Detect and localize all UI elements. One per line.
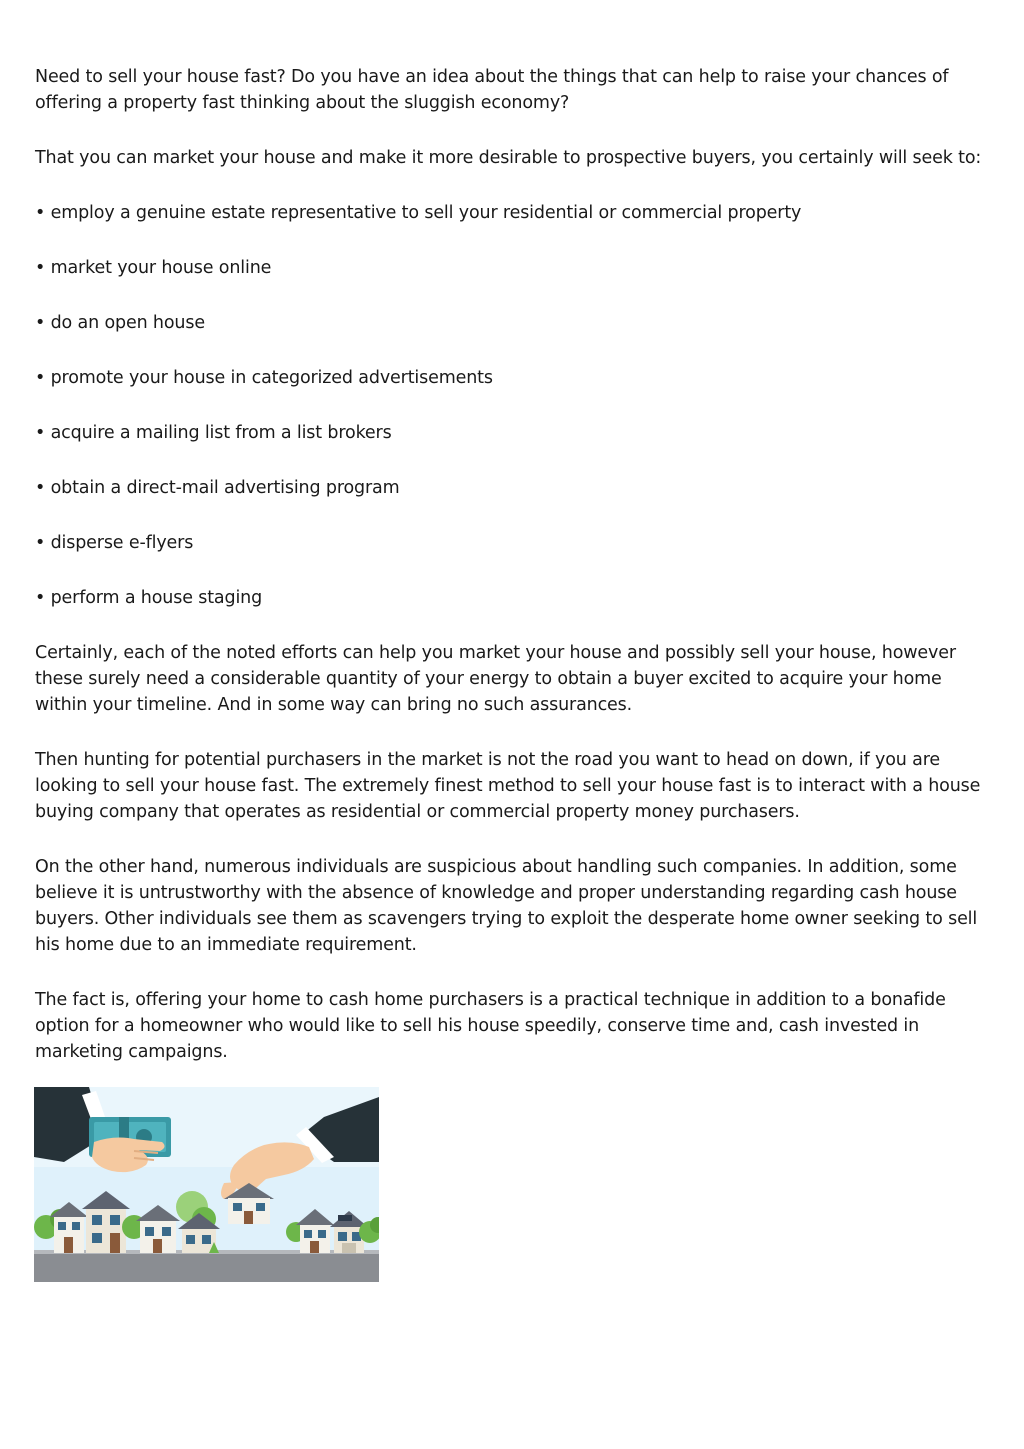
body-paragraph-2: Then hunting for potential purchasers in the market is not the road you want to head on down, if you are looking to sell your house fast. The extremely finest method to sell your house fast is to interact with a house buying company that operates as residential or commercial property money purchasers.	[35, 750, 981, 822]
list-item: • do an open house	[35, 313, 205, 333]
body-paragraph-1: Certainly, each of the noted efforts can help you market your house and possibly sell your house, however these surely need a considerable quantity of your energy to obtain a buyer excited to acquire your home within your timeline. And in some way can bring no such assurances.	[35, 643, 956, 715]
list-item: • perform a house staging	[35, 588, 263, 608]
list-item: • market your house online	[35, 258, 272, 278]
list-item: • acquire a mailing list from a list brokers	[35, 423, 392, 443]
cash-for-house-illustration	[34, 1087, 379, 1282]
intro-paragraph-1: Need to sell your house fast? Do you have an idea about the things that can help to raise your chances of offering a property fast thinking about the sluggish economy?	[35, 67, 949, 113]
intro-paragraph-2: That you can market your house and make it more desirable to prospective buyers, you certainly will seek to:	[35, 148, 982, 168]
list-item: • disperse e-flyers	[35, 533, 194, 553]
body-paragraph-4: The fact is, offering your home to cash home purchasers is a practical technique in addition to a bonafide option for a homeowner who would like to sell his house speedily, conserve time and, cash invested in marketing campaigns.	[35, 990, 946, 1062]
document-body	[35, 64, 995, 1094]
list-item: • promote your house in categorized advertisements	[35, 368, 493, 388]
road	[34, 1253, 379, 1282]
list-item: • obtain a direct-mail advertising program	[35, 478, 400, 498]
list-item: • employ a genuine estate representative to sell your residential or commercial property	[35, 203, 802, 223]
body-paragraph-3: On the other hand, numerous individuals are suspicious about handling such companies. In addition, some believe it is untrustworthy with the absence of knowledge and proper understanding regarding cash house buyers. Other individuals see them as scavengers trying to exploit the desperate home owner seeking to sell his home due to an immediate requirement.	[35, 857, 978, 955]
tips-list	[35, 200, 995, 611]
